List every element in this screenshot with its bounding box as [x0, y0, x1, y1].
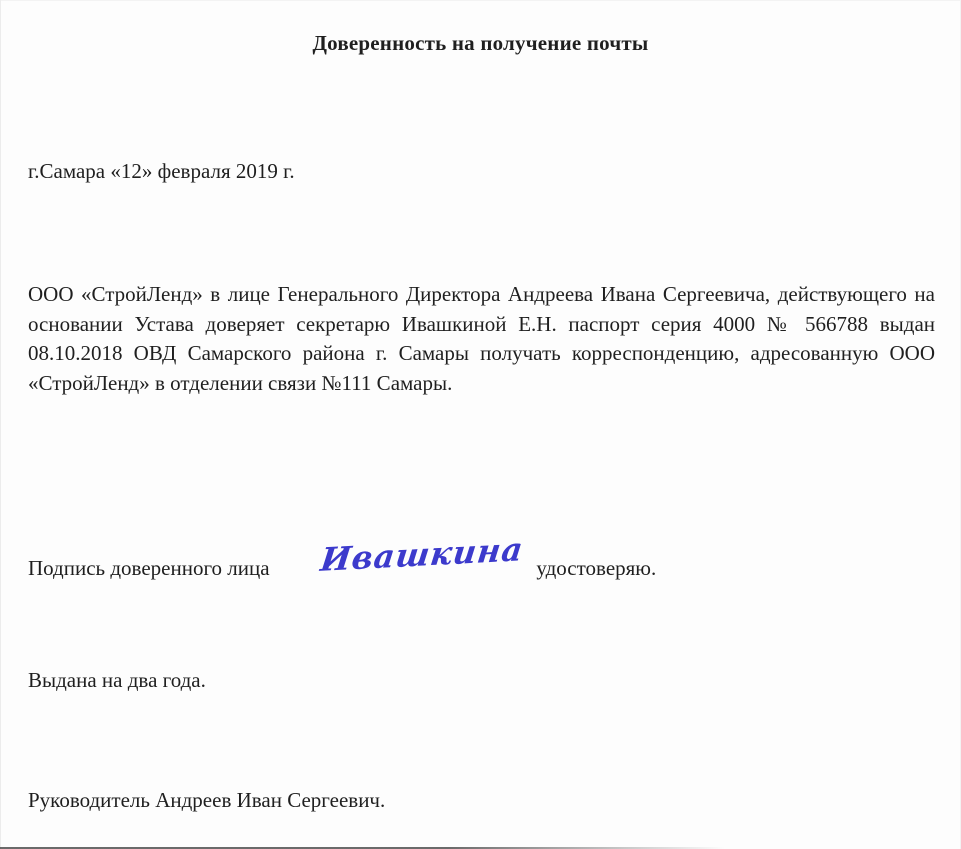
authorization-body-paragraph: ООО «СтройЛенд» в лице Генерального Директора Андреева Ивана Сергеевича, действующего на основании Устава доверяет секретарю Ивашкиной Е.Н. паспорт серия 4000 № 566788 выдан 08.10.2018 ОВД Самарского района г. Самары получать корреспонденцию, адресованную ООО «СтройЛенд» в отделении связи №111 Самары.: [28, 282, 935, 395]
head-of-company-line: Руководитель Андреев Иван Сергеевич.: [28, 788, 386, 812]
signature-row: [28, 530, 657, 583]
document-title: Доверенность на получение почты: [312, 31, 649, 55]
city-and-date-line: г.Самара «12» февраля 2019 г.: [28, 159, 295, 183]
validity-period-line: Выдана на два года.: [28, 668, 206, 692]
signature-certify-text: удостоверяю.: [536, 556, 657, 580]
handwritten-signature: Ивашкина: [318, 530, 526, 579]
signature-label: Подпись доверенного лица: [28, 556, 270, 580]
